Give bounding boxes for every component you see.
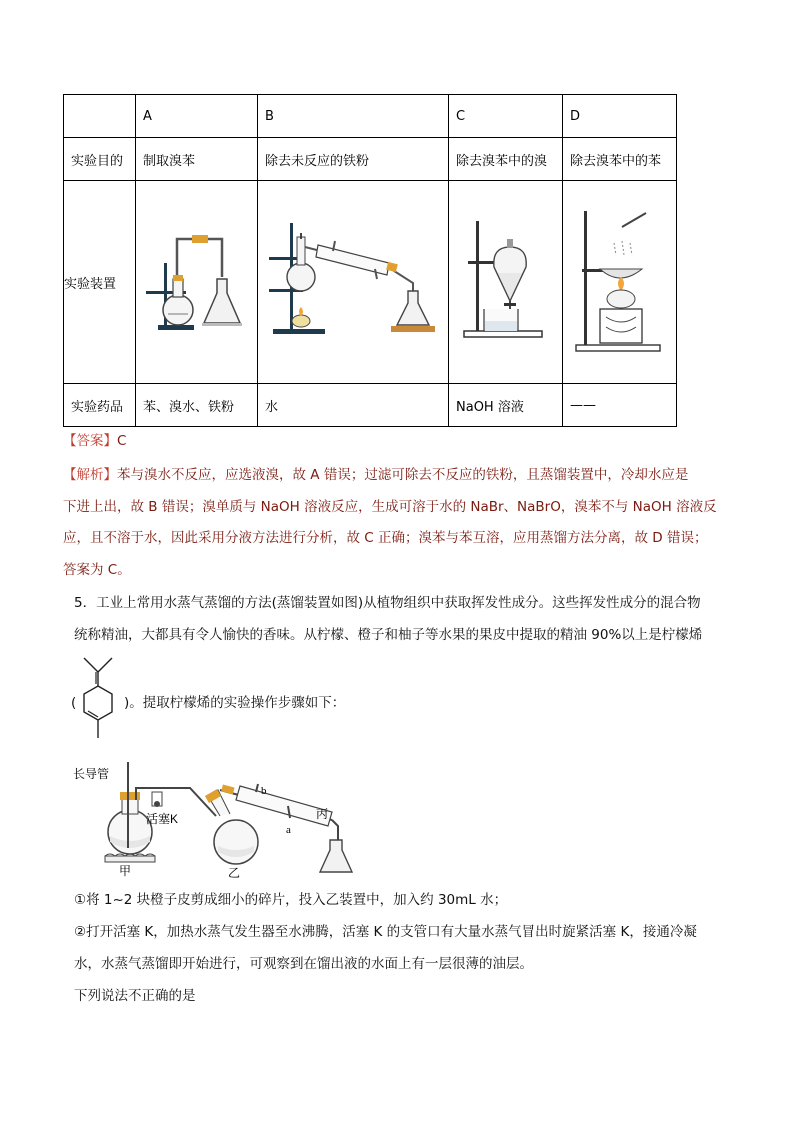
apparatus-a-image — [142, 217, 252, 347]
experiment-table — [63, 94, 677, 427]
limonene-structure-image — [78, 654, 128, 744]
apparatus-d-image — [570, 207, 670, 357]
table-cell: 苯、溴水、铁粉 — [136, 384, 258, 427]
figure-label-bing: 丙 — [316, 807, 329, 821]
figure-label-a: a — [286, 824, 291, 836]
analysis-line: 下进上出，故 B 错误；溴单质与 NaOH 溶液反应，生成可溶于水的 NaBr、NaBrO，溴苯不与 NaOH 溶液反 — [63, 498, 717, 515]
table-cell: 制取溴苯 — [136, 138, 258, 181]
answer-tag: 【答案】 — [63, 433, 117, 449]
step-1: ①将 1~2 块橙子皮剪成细小的碎片，投入乙装置中，加入约 30mL 水； — [74, 892, 508, 908]
table-header-cell — [64, 95, 136, 138]
row-label: 实验药品 — [64, 384, 136, 427]
figure-label-yi: 乙 — [228, 866, 241, 880]
analysis-line: 苯与溴水不反应，应选液溴，故 A 错误；过滤可除去不反应的铁粉，且蒸馏装置中，冷却水应是 — [117, 467, 689, 483]
apparatus-b-cell — [258, 181, 449, 384]
question-5-line: )。提取柠檬烯的实验操作步骤如下： — [124, 695, 346, 711]
apparatus-c-image — [456, 217, 556, 347]
table-header-cell: D — [563, 95, 677, 138]
table-cell: 水 — [258, 384, 449, 427]
analysis-block — [63, 461, 725, 584]
table-cell: 除去溴苯中的苯 — [563, 138, 677, 181]
question-5-line: 5．工业上常用水蒸气蒸馏的方法(蒸馏装置如图)从植物组织中获取挥发性成分。这些挥发性成分的混合物 — [74, 595, 701, 611]
apparatus-c-cell — [449, 181, 563, 384]
table-row — [64, 384, 677, 427]
figure-label-b: b — [261, 785, 267, 797]
apparatus-a-cell — [136, 181, 258, 384]
row-label: 实验装置 — [64, 181, 136, 384]
answer-line — [63, 427, 725, 456]
row-label: 实验目的 — [64, 138, 136, 181]
step-2: ②打开活塞 K，加热水蒸气发生器至水沸腾，活塞 K 的支管口有大量水蒸气冒出时旋紧活塞 K，接通冷凝 — [74, 924, 697, 940]
table-cell: 除去溴苯中的溴 — [449, 138, 563, 181]
answer-value: C — [117, 433, 127, 449]
figure-label-valve: 活塞K — [146, 812, 179, 826]
figure-label-long-tube: 长导管 — [73, 767, 110, 781]
figure-label-jia: 甲 — [119, 864, 132, 878]
table-cell: NaOH 溶液 — [449, 384, 563, 427]
table-header-cell: B — [258, 95, 449, 138]
table-row — [64, 181, 677, 384]
analysis-line: 应，且不溶于水，因此采用分液方法进行分析，故 C 正确；溴苯与苯互溶，应用蒸馏方法分离，故 D 错误； — [63, 530, 708, 546]
table-cell: 除去未反应的铁粉 — [258, 138, 449, 181]
table-header-cell: C — [449, 95, 563, 138]
step-2-continued: 水，水蒸气蒸馏即开始进行，可观察到在馏出液的水面上有一层很薄的油层。 — [74, 956, 533, 972]
question-5-line: 统称精油，大都具有令人愉快的香味。从柠檬、橙子和柚子等水果的果皮中提取的精油 90%以上是柠檬烯 — [74, 627, 703, 643]
table-row — [64, 138, 677, 181]
table-header-row — [64, 95, 677, 138]
structure-open-paren: ( — [71, 695, 77, 711]
apparatus-b-image — [263, 217, 443, 347]
table-cell: —— — [563, 384, 677, 427]
analysis-line: 答案为 C。 — [63, 561, 131, 578]
table-header-cell: A — [136, 95, 258, 138]
apparatus-d-cell — [563, 181, 677, 384]
analysis-tag: 【解析】 — [63, 467, 117, 483]
question-prompt: 下列说法不正确的是 — [74, 988, 196, 1004]
